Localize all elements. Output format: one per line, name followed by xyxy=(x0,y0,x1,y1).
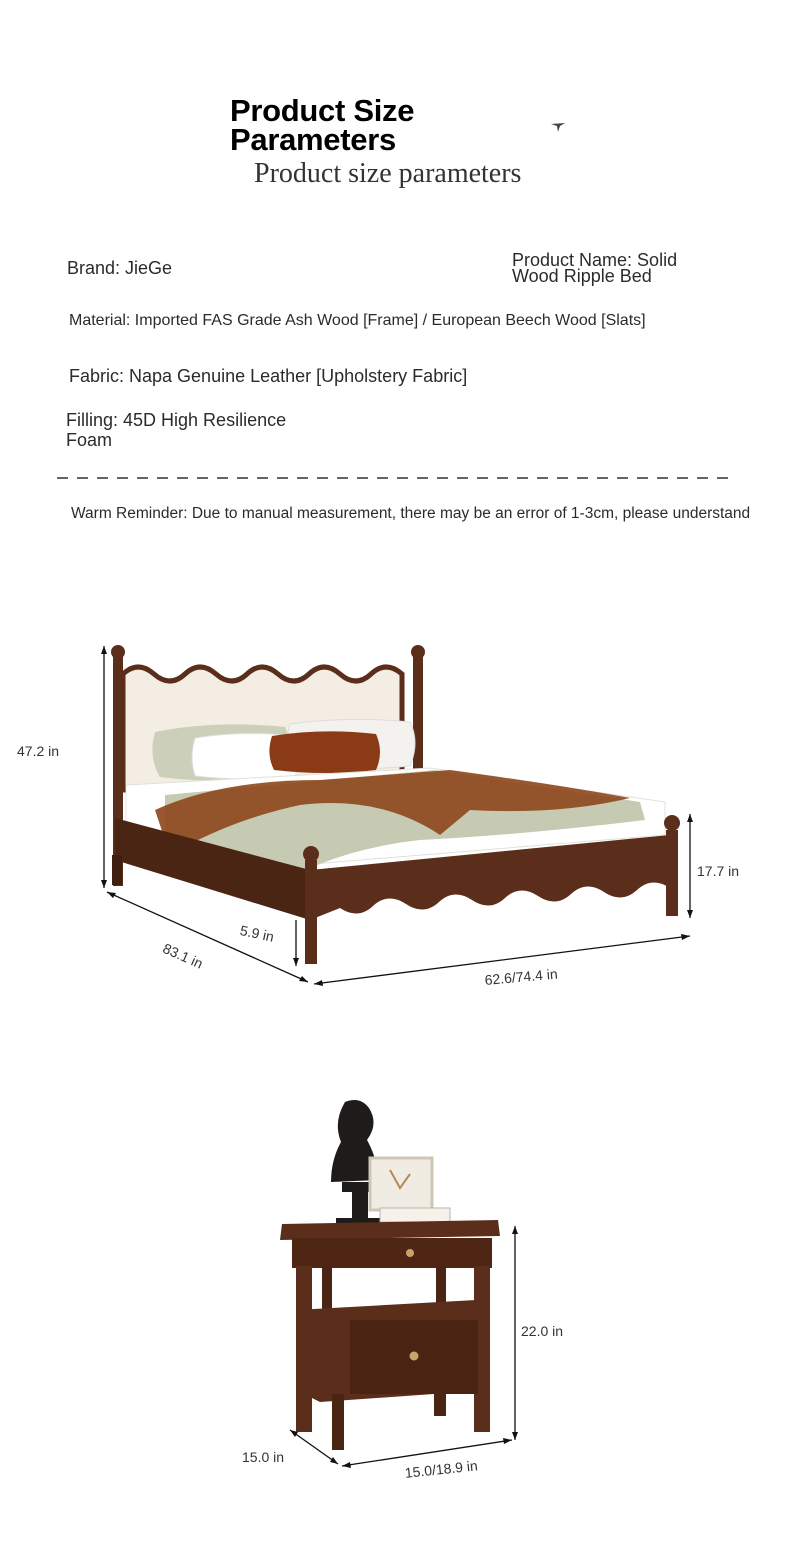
product-name-text xyxy=(512,252,677,284)
title-line-1: Product Size xyxy=(230,93,415,128)
filling-text xyxy=(66,410,286,450)
dashed-divider xyxy=(57,468,735,488)
product-name-line-2: Wood Ripple Bed xyxy=(512,266,652,286)
title-line-2: Parameters xyxy=(230,122,396,157)
nightstand-foot-front-right xyxy=(434,1390,446,1416)
nightstand-books xyxy=(380,1208,450,1222)
bed-head-leg-left xyxy=(112,855,122,885)
nightstand-upper-knob xyxy=(406,1249,414,1257)
bed-finial-right xyxy=(411,645,425,659)
bed-pillow-rust xyxy=(269,731,380,773)
nightstand-upper-drawer xyxy=(292,1238,492,1268)
nightstand-picture-frame xyxy=(370,1158,432,1210)
brand-text: Brand: JieGe xyxy=(67,258,173,278)
bed-height-label: 47.2 in xyxy=(17,743,60,759)
filling-line-2: Foam xyxy=(66,430,113,450)
nightstand-leg-back-right xyxy=(436,1266,446,1306)
bed-clearance-label: 5.9 in xyxy=(238,922,276,945)
nightstand-illustration xyxy=(230,1090,560,1480)
material-text: Material: Imported FAS Grade Ash Wood [Frame] / European Beech Wood [Slats] xyxy=(69,312,646,329)
fabric-text: Fabric: Napa Genuine Leather [Upholstery Fabric] xyxy=(69,366,468,386)
bed-foot-post-right xyxy=(666,830,678,916)
bed-illustration xyxy=(0,620,790,1000)
nightstand-height-label: 22.0 in xyxy=(521,1323,564,1339)
nightstand-lower-knob xyxy=(410,1352,419,1361)
filling-line-1: Filling: 45D High Resilience xyxy=(66,410,287,430)
page-title xyxy=(230,93,415,157)
nightstand-top xyxy=(280,1220,500,1240)
bed-width-label: 62.6/74.4 in xyxy=(484,965,559,988)
bed-length-label: 83.1 in xyxy=(160,940,206,972)
bed-foot-finial-left xyxy=(303,846,319,862)
bed-finial-left xyxy=(111,645,125,659)
bed-foot-finial-right xyxy=(664,815,680,831)
nightstand-width-label: 15.0/18.9 in xyxy=(404,1457,479,1481)
pin-icon xyxy=(550,120,566,132)
nightstand-foot-front-left xyxy=(332,1394,344,1450)
page-subtitle: Product size parameters xyxy=(254,158,522,189)
product-name-line-1: Product Name: Solid xyxy=(512,250,678,270)
nightstand-depth-label: 15.0 in xyxy=(242,1449,285,1465)
bed-foot-post-left xyxy=(305,860,317,964)
bed-side-height-label: 17.7 in xyxy=(697,863,740,879)
warm-reminder-text: Warm Reminder: Due to manual measurement, there may be an error of 1-3cm, please understand xyxy=(71,505,751,522)
